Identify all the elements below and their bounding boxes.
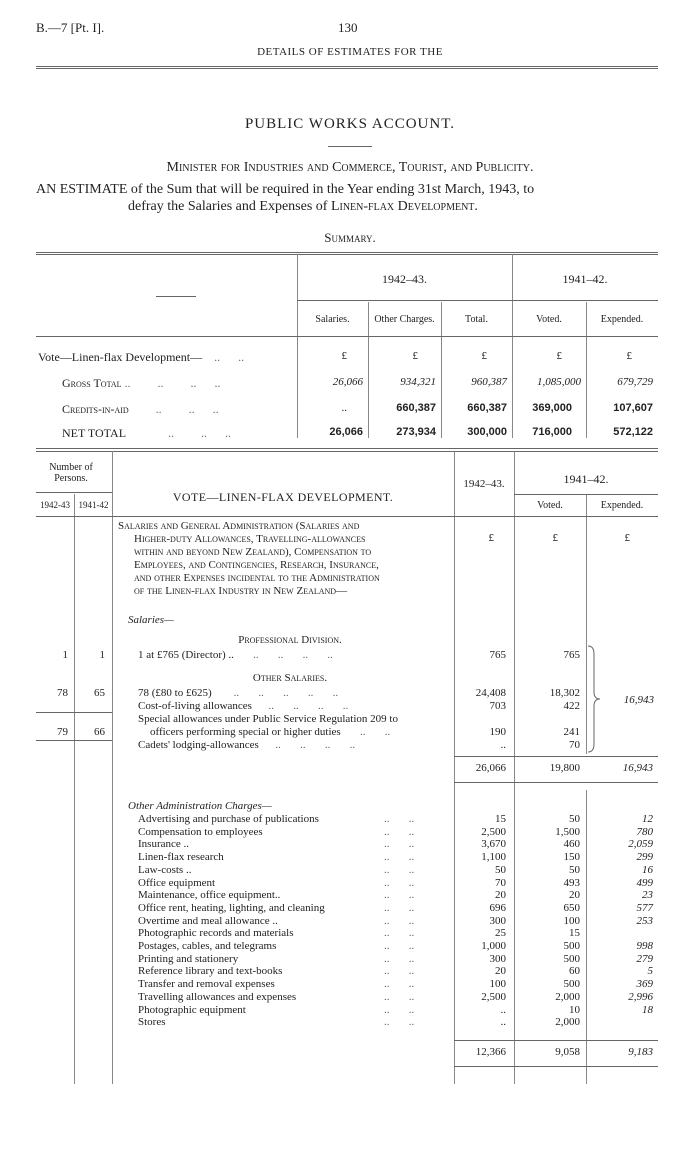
salary-row: officers performing special or higher duties .. ..: [150, 726, 391, 738]
summary-year2: 1941–42.: [562, 272, 608, 286]
row-expended: 299: [636, 851, 653, 863]
salary-row: Cadets' lodging-allowances .. .. .. ..: [138, 739, 356, 751]
net-voted: 716,000: [532, 426, 572, 438]
salary-persons-1942: 79: [57, 726, 68, 738]
row-expended: 279: [636, 953, 653, 965]
row-description: Postages, cables, and telegrams: [138, 940, 277, 952]
description-line: within and beyond New Zealand), Compensation to: [134, 546, 372, 558]
leader-dots: .. ..: [384, 1016, 415, 1028]
director-persons-1941: 1: [99, 649, 105, 661]
gross-total-text: Gross Total: [62, 376, 122, 390]
row-description: Compensation to employees: [138, 826, 263, 838]
other-admin-label: Other Administration Charges—: [128, 800, 272, 812]
credits-expended: 107,607: [613, 402, 653, 414]
salary-row: 78 (£80 to £625) .. .. .. .. ..: [138, 687, 339, 699]
row-est: 2,500: [481, 991, 506, 1003]
salary-voted: 422: [563, 700, 580, 712]
row-est: 300: [489, 915, 506, 927]
director-text: 1 at £765 (Director) ..: [138, 649, 234, 661]
salary-row-text: officers performing special or higher duties: [150, 726, 341, 738]
salaries-subtotal-bottom-rule: [454, 782, 658, 783]
row-description: Overtime and meal allowance ..: [138, 915, 278, 927]
director-persons-1942: 1: [62, 649, 68, 661]
gross-expended: 679,729: [617, 376, 653, 388]
detail-header-rule: [36, 516, 658, 517]
description-line: Salaries and General Administration (Salaries and: [118, 520, 360, 532]
row-description: Linen-flax research: [138, 851, 224, 863]
vote-label: Vote—Linen-flax Development— .. ..: [38, 350, 245, 364]
net-total: 300,000: [467, 426, 507, 438]
summary-bottom-rule-2: [36, 451, 658, 452]
leader-dots: .. ..: [384, 915, 415, 927]
row-est: 1,000: [481, 940, 506, 952]
pound-sign: £: [626, 350, 632, 362]
salary-voted: 18,302: [549, 687, 580, 699]
row-description: Maintenance, office equipment..: [138, 889, 281, 901]
row-expended: 2,059: [628, 838, 653, 850]
net-other: 273,934: [396, 426, 436, 438]
pound-sign: £: [412, 350, 418, 362]
row-est: 50: [495, 864, 506, 876]
leader-dots: .. ..: [384, 889, 415, 901]
row-expended: 12: [642, 813, 653, 825]
persons-subtotal-rule: [36, 712, 112, 713]
persons-total-rule: [36, 740, 112, 741]
row-expended: 499: [636, 877, 653, 889]
page-number: 130: [338, 20, 358, 35]
salary-row-text: Cost-of-living allowances: [138, 700, 252, 712]
row-voted: 500: [563, 940, 580, 952]
row-voted: 493: [563, 877, 580, 889]
salaries-subtotal-rule: [454, 756, 658, 757]
detail-year2-rule: [514, 494, 658, 495]
row-description: Office equipment: [138, 877, 216, 889]
row-voted: 50: [569, 864, 580, 876]
row-description: Transfer and removal expenses: [138, 978, 275, 990]
net-total-text: NET TOTAL: [62, 426, 127, 440]
other-total-bottom-rule: [454, 1066, 658, 1067]
estimate-line-1: AN ESTIMATE of the Sum that will be required in the Year ending 31st March, 1943, to: [36, 182, 535, 197]
row-expended: 253: [636, 915, 653, 927]
credits-total: 660,387: [467, 402, 507, 414]
gross-other: 934,321: [400, 376, 436, 388]
salary-voted: 70: [569, 739, 580, 751]
description-line: of the Linen-flax Industry in New Zealand—: [134, 585, 348, 597]
row-description: Reference library and text-books: [138, 965, 283, 977]
row-description: Photographic records and materials: [138, 927, 294, 939]
pound-sign: £: [556, 350, 562, 362]
row-description: Photographic equipment: [138, 1004, 246, 1016]
header-rule-2: [36, 68, 658, 69]
row-description: Office rent, heating, lighting, and cleaning: [138, 902, 325, 914]
header-rule: [36, 66, 658, 67]
leader-dots: .. ..: [384, 927, 415, 939]
leader-dots: .. ..: [384, 978, 415, 990]
salary-row-text: 78 (£80 to £625): [138, 687, 212, 699]
row-est: 2,500: [481, 826, 506, 838]
row-voted: 20: [569, 889, 580, 901]
salary-row: Special allowances under Public Service Regulation 209 to: [138, 713, 398, 725]
director-voted: 765: [563, 649, 580, 661]
row-est: 300: [489, 953, 506, 965]
gross-salaries: 26,066: [332, 376, 363, 388]
row-expended: 577: [636, 902, 653, 914]
row-voted: 150: [563, 851, 580, 863]
pound-sign: £: [481, 350, 487, 362]
gross-total: 960,387: [471, 376, 507, 388]
details-subtitle: DETAILS OF ESTIMATES FOR THE: [257, 46, 443, 58]
row-expended: 23: [642, 889, 653, 901]
col-salaries: Salaries.: [315, 314, 350, 325]
leader-dots: .. ..: [384, 965, 415, 977]
col-voted: Voted.: [536, 314, 562, 325]
net-salaries: 26,066: [329, 426, 363, 438]
summary-header-bottom-rule: [36, 336, 658, 337]
gross-voted: 1,085,000: [537, 376, 581, 388]
salary-row-text: Cadets' lodging-allowances: [138, 739, 259, 751]
row-expended: 5: [647, 965, 653, 977]
row-voted: 500: [563, 953, 580, 965]
account-underline: [328, 146, 372, 147]
description-line: and other Expenses incidental to the Administration: [134, 572, 380, 584]
other-total-rule: [454, 1040, 658, 1041]
row-description: Travelling allowances and expenses: [138, 991, 297, 1003]
leader-dots: .. ..: [384, 851, 415, 863]
salary-estimate: 190: [489, 726, 506, 738]
summary-heading: Summary.: [324, 230, 376, 245]
row-est: ..: [500, 1016, 506, 1028]
row-voted: 2,000: [555, 991, 580, 1003]
detail-year1: 1942–43.: [463, 478, 505, 490]
summary-dash: [156, 296, 196, 297]
row-voted: 10: [569, 1004, 580, 1016]
row-est: 1,100: [481, 851, 506, 863]
row-description: Law-costs ..: [138, 864, 192, 876]
row-expended: 2,996: [628, 991, 653, 1003]
col-total: Total.: [465, 314, 488, 325]
pound-sign: £: [341, 350, 347, 362]
salaries-total-expended: 16,943: [622, 762, 653, 774]
detail-heading: VOTE—LINEN-FLAX DEVELOPMENT.: [172, 490, 394, 504]
salary-estimate: 703: [489, 700, 506, 712]
leader-dots: .. ..: [384, 864, 415, 876]
row-description: Printing and stationery: [138, 953, 239, 965]
detail-col-expended: Expended.: [600, 500, 644, 511]
leader-dots: .. ..: [384, 877, 415, 889]
row-voted: 15: [569, 927, 580, 939]
row-voted: 50: [569, 813, 580, 825]
description-line: Higher-duty Allowances, Travelling-allowances: [134, 533, 366, 545]
estimate-line-2: [128, 199, 478, 215]
credits-text: Credits-in-aid: [62, 402, 129, 416]
description-line: Employees, and Contingencies, Research, Insurance,: [134, 559, 379, 571]
col-persons-1941: 1941-42: [78, 500, 109, 510]
credits-salaries: ..: [341, 402, 347, 414]
row-est: 25: [495, 927, 506, 939]
other-total-estimate: 12,366: [475, 1046, 506, 1058]
summary-bottom-rule: [36, 448, 658, 449]
row-expended: 998: [636, 940, 653, 952]
net-total-label: NET TOTAL .. .. ..: [62, 426, 232, 440]
col-persons-1942: 1942-43: [40, 500, 70, 510]
net-expended: 572,122: [613, 426, 653, 438]
salary-persons-1941: 65: [94, 687, 105, 699]
salary-persons-1941: 66: [94, 726, 105, 738]
account-title: PUBLIC WORKS ACCOUNT.: [244, 116, 456, 132]
row-expended: 18: [642, 1004, 653, 1016]
row-expended: 16: [642, 864, 653, 876]
vote-label-text: Vote—Linen-flax Development—: [38, 350, 203, 364]
professional-division: Professional Division.: [238, 634, 342, 646]
minister-line: Minister for Industries and Commerce, Tourist, and Publicity.: [166, 160, 534, 175]
leader-dots: .. ..: [384, 953, 415, 965]
detail-col-voted: Voted.: [537, 500, 563, 511]
row-voted: 100: [563, 915, 580, 927]
credits-label: Credits-in-aid .. .. ..: [62, 402, 219, 416]
salaries-total-voted: 19,800: [549, 762, 580, 774]
row-voted: 500: [563, 978, 580, 990]
salary-estimate: 24,408: [475, 687, 506, 699]
row-voted: 650: [563, 902, 580, 914]
pound-sign: £: [552, 532, 558, 544]
pound-sign: £: [624, 532, 630, 544]
row-est: 100: [489, 978, 506, 990]
leader-dots: .. ..: [384, 838, 415, 850]
summary-top-rule: [36, 252, 658, 253]
credits-voted: 369,000: [532, 402, 572, 414]
col-other-charges: Other Charges.: [374, 314, 435, 325]
credits-other: 660,387: [396, 402, 436, 414]
row-description: Stores: [138, 1016, 166, 1028]
row-est: 20: [495, 965, 506, 977]
detail-year2: 1941–42.: [563, 472, 609, 486]
number-of-persons: Number of Persons.: [49, 462, 93, 484]
detail-vline: [74, 494, 75, 1084]
row-est: 696: [489, 902, 506, 914]
leader-dots: .. ..: [384, 940, 415, 952]
persons-rule: [36, 492, 112, 493]
page-ref: B.—7 [Pt. I].: [36, 20, 105, 35]
salary-persons-1942: 78: [57, 687, 68, 699]
estimate-line-2-text: defray the Salaries and Expenses of: [128, 199, 331, 214]
row-est: 20: [495, 889, 506, 901]
salaries-expended: 16,943: [623, 694, 654, 706]
detail-vline: [112, 451, 113, 1084]
row-est: 15: [495, 813, 506, 825]
pound-sign: £: [488, 532, 494, 544]
other-total-expended: 9,183: [628, 1046, 653, 1058]
other-total-voted: 9,058: [555, 1046, 580, 1058]
other-salaries-heading: Other Salaries.: [252, 672, 328, 684]
row-est: ..: [500, 1004, 506, 1016]
row-description: Insurance ..: [138, 838, 190, 850]
salaries-total-estimate: 26,066: [475, 762, 506, 774]
row-est: 3,670: [481, 838, 506, 850]
summary-year1: 1942–43.: [382, 272, 427, 286]
salary-voted: 241: [563, 726, 580, 738]
salary-row: Cost-of-living allowances .. .. .. ..: [138, 700, 349, 712]
row-expended: 369: [636, 978, 653, 990]
leader-dots: .. ..: [384, 826, 415, 838]
row-description: Advertising and purchase of publications: [138, 813, 319, 825]
row-voted: 60: [569, 965, 580, 977]
row-voted: 460: [563, 838, 580, 850]
leader-dots: .. ..: [384, 813, 415, 825]
row-expended: 780: [636, 826, 653, 838]
summary-top-rule-2: [36, 254, 658, 255]
salary-estimate: ..: [500, 739, 506, 751]
director-line: 1 at £765 (Director) .. .. .. .. ..: [138, 649, 333, 661]
summary-subhead-rule: [297, 300, 658, 301]
row-voted: 2,000: [555, 1016, 580, 1028]
leader-dots: .. ..: [384, 991, 415, 1003]
gross-total-label: Gross Total .. .. .. ..: [62, 376, 221, 390]
director-estimate: 765: [489, 649, 506, 661]
leader-dots: .. ..: [384, 1004, 415, 1016]
row-est: 70: [495, 877, 506, 889]
row-voted: 1,500: [555, 826, 580, 838]
col-expended: Expended.: [600, 314, 644, 325]
salaries-label: Salaries—: [128, 614, 174, 626]
leader-dots: .. ..: [384, 902, 415, 914]
estimate-line-2-vote: Linen-flax Development.: [330, 199, 478, 214]
